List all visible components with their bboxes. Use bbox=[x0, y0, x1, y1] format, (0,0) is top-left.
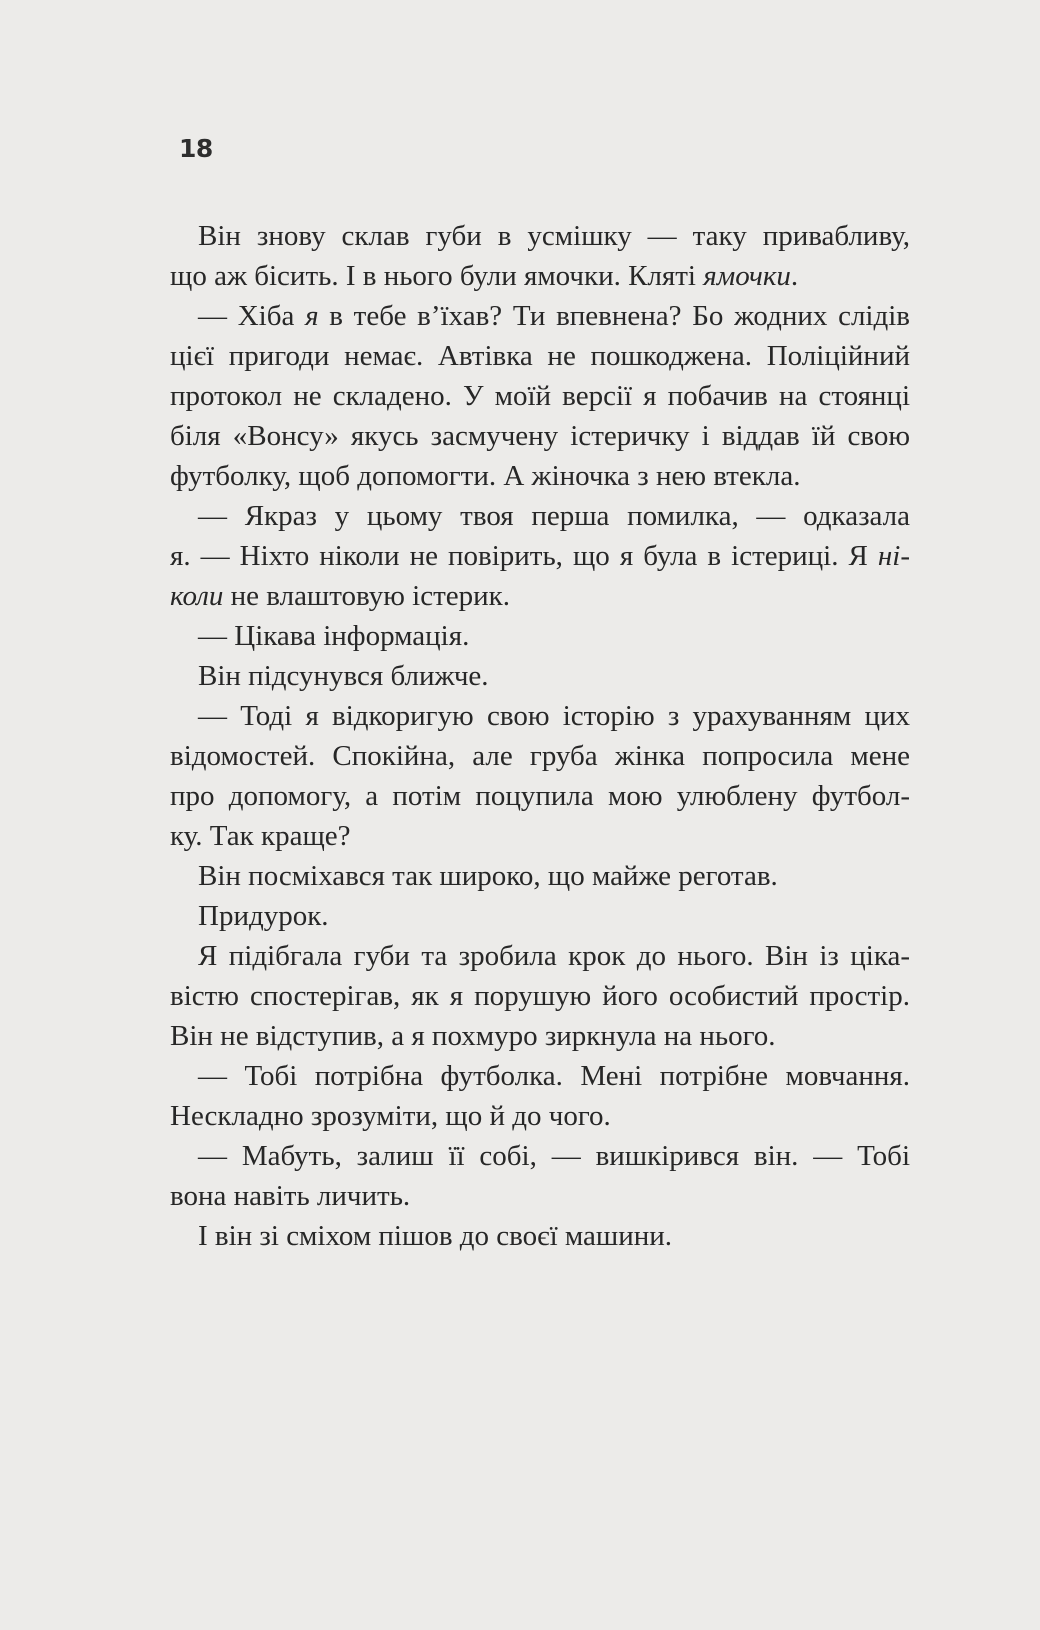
paragraph bbox=[170, 696, 910, 856]
text-segment: протокол не складено. У моїй версії я побачив на стоянці bbox=[170, 380, 910, 412]
paragraph bbox=[170, 1056, 910, 1136]
text-segment: Він посміхався так широко, що майже реготав. bbox=[198, 860, 778, 892]
italic-text-segment: ні- bbox=[877, 540, 910, 572]
text-segment: відомостей. Спокійна, але груба жінка попросила мене bbox=[170, 740, 910, 772]
text-line bbox=[170, 1016, 910, 1056]
paragraph bbox=[170, 216, 910, 296]
paragraph bbox=[170, 936, 910, 1056]
text-line bbox=[170, 816, 910, 856]
text-segment: Він підсунувся ближче. bbox=[198, 660, 489, 692]
page-number: 18 bbox=[179, 134, 213, 163]
text-segment: що аж бісить. І в нього були ямочки. Кляті bbox=[170, 260, 704, 292]
text-segment: Він не відступив, а я похмуро зиркнула на нього. bbox=[170, 1020, 776, 1052]
text-segment: в тебе в’їхав? Ти впевнена? Бо жодних слідів bbox=[318, 300, 910, 332]
text-line bbox=[170, 856, 910, 896]
text-line bbox=[170, 496, 910, 536]
paragraph bbox=[170, 896, 910, 936]
text-segment: . bbox=[790, 260, 799, 292]
text-line bbox=[170, 296, 910, 336]
page-text bbox=[170, 216, 910, 1256]
paragraph bbox=[170, 616, 910, 656]
text-line bbox=[170, 256, 910, 296]
text-line bbox=[170, 416, 910, 456]
text-segment: ку. Так краще? bbox=[170, 820, 351, 852]
text-line bbox=[170, 576, 910, 616]
text-line bbox=[170, 1096, 910, 1136]
paragraph bbox=[170, 1216, 910, 1256]
text-segment: я. — Ніхто ніколи не повірить, що я була в істериці. Я bbox=[170, 540, 878, 572]
text-line bbox=[170, 1056, 910, 1096]
text-segment: — Цікава інформація. bbox=[198, 620, 470, 652]
italic-text-segment: коли bbox=[170, 580, 224, 612]
text-line bbox=[170, 536, 910, 576]
text-line bbox=[170, 616, 910, 656]
italic-text-segment: я bbox=[305, 300, 319, 332]
text-line bbox=[170, 696, 910, 736]
text-segment: — Тоді я відкоригую свою історію з урахуванням цих bbox=[198, 700, 910, 732]
text-line bbox=[170, 1176, 910, 1216]
paragraph bbox=[170, 496, 910, 616]
text-segment: не влаштовую істерик. bbox=[223, 580, 511, 612]
text-line bbox=[170, 216, 910, 256]
text-line bbox=[170, 376, 910, 416]
text-segment: Придурок. bbox=[198, 900, 329, 932]
text-segment: І він зі сміхом пішов до своєї машини. bbox=[198, 1220, 673, 1252]
text-segment: — Хіба bbox=[198, 300, 306, 332]
text-line bbox=[170, 896, 910, 936]
text-segment: про допомогу, а потім поцупила мою улюблену футбол- bbox=[170, 780, 910, 812]
text-segment: Він знову склав губи в усмішку — таку привабливу, bbox=[198, 220, 910, 252]
text-line bbox=[170, 976, 910, 1016]
text-line bbox=[170, 1136, 910, 1176]
text-line bbox=[170, 776, 910, 816]
text-line bbox=[170, 1216, 910, 1256]
text-line bbox=[170, 656, 910, 696]
text-segment: — Якраз у цьому твоя перша помилка, — одказала bbox=[198, 500, 910, 532]
text-line bbox=[170, 336, 910, 376]
text-segment: цієї пригоди немає. Автівка не пошкоджена. Поліційний bbox=[170, 340, 910, 372]
text-segment: — Тобі потрібна футболка. Мені потрібне мовчання. bbox=[198, 1060, 910, 1092]
text-segment: футболку, щоб допомогти. А жіночка з нею втекла. bbox=[170, 460, 801, 492]
paragraph bbox=[170, 296, 910, 496]
text-line bbox=[170, 936, 910, 976]
paragraph bbox=[170, 1136, 910, 1216]
paragraph bbox=[170, 856, 910, 896]
text-segment: Нескладно зрозуміти, що й до чого. bbox=[170, 1100, 611, 1132]
text-line bbox=[170, 736, 910, 776]
text-segment: Я підібгала губи та зробила крок до нього. Він із ціка- bbox=[198, 940, 910, 972]
text-segment: біля «Вонсу» якусь засмучену істеричку і віддав їй свою bbox=[170, 420, 910, 452]
text-segment: вона навіть личить. bbox=[170, 1180, 411, 1212]
text-segment: — Мабуть, залиш її собі, — вишкірився він. — Тобі bbox=[198, 1140, 910, 1172]
paragraph bbox=[170, 656, 910, 696]
text-line bbox=[170, 456, 910, 496]
italic-text-segment: ямочки bbox=[703, 260, 791, 292]
text-segment: вістю спостерігав, як я порушую його особистий простір. bbox=[170, 980, 910, 1012]
